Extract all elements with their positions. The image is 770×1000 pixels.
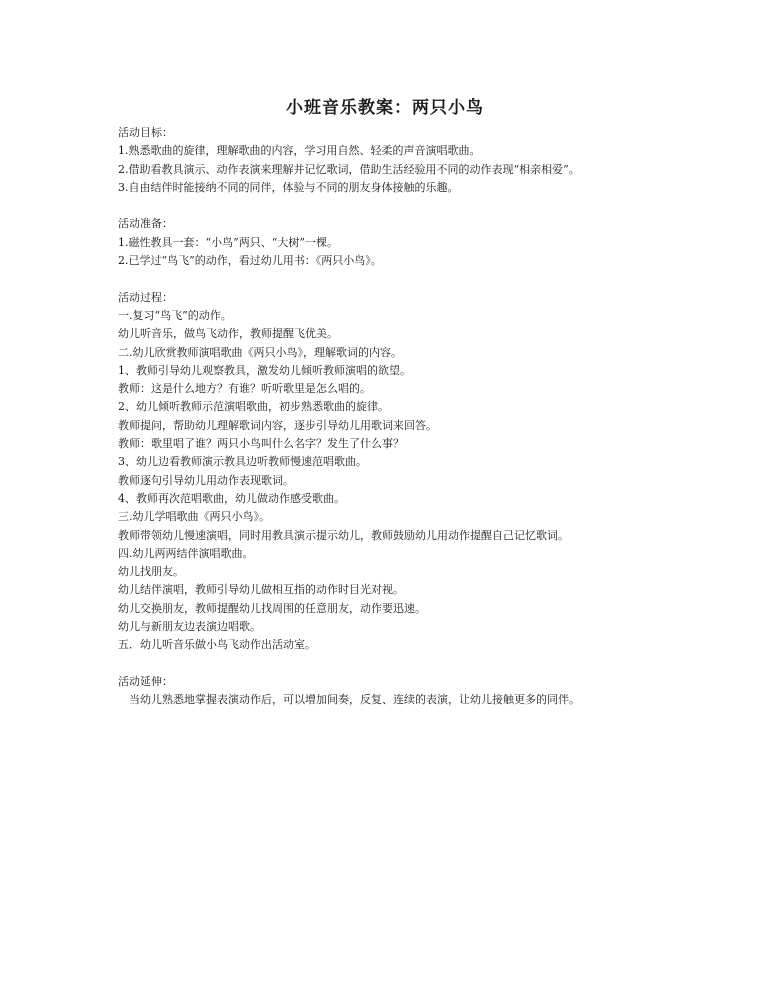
process-line: 教师带领幼儿慢速演唱，同时用教具演示提示幼儿，教师鼓励幼儿用动作提醒自己记忆歌词。: [118, 528, 569, 542]
process-line: 幼儿听音乐，做鸟飞动作，教师提醒飞优美。: [118, 327, 338, 341]
process-line: 二.幼儿欣赏教师演唱歌曲《两只小鸟》，理解歌词的内容。: [118, 345, 402, 359]
spacer: [118, 197, 678, 215]
prep-item: 2.已学过“鸟飞”的动作，看过幼儿用书：《两只小鸟》。: [118, 254, 382, 268]
process-line: 三.幼儿学唱歌曲《两只小鸟》。: [118, 510, 270, 524]
spacer: [118, 270, 678, 288]
spacer: [118, 655, 678, 673]
process-line: 1、教师引导幼儿观察教具，激发幼儿倾听教师演唱的欲望。: [118, 363, 411, 377]
process-line: 幼儿结伴演唱，教师引导幼儿做相互指的动作时目光对视。: [118, 583, 404, 597]
process-line: 教师：歌里唱了谁？两只小鸟叫什么名字？发生了什么事？: [118, 437, 404, 451]
process-heading: 活动过程：: [118, 290, 173, 304]
process-line: 幼儿与新朋友边表演边唱歌。: [118, 620, 261, 634]
process-line: 幼儿交换朋友，教师提醒幼儿找周围的任意朋友，动作要迅速。: [118, 601, 426, 615]
process-line: 2、幼儿倾听教师示范演唱歌曲，初步熟悉歌曲的旋律。: [118, 400, 389, 414]
process-line: 教师提问，帮助幼儿理解歌词内容，逐步引导幼儿用歌词来回答。: [118, 418, 437, 432]
prep-heading: 活动准备：: [118, 217, 173, 231]
prep-item: 1.磁性教具一套：“小鸟”两只、“大树”一棵。: [118, 235, 338, 249]
process-line: 一.复习“鸟飞”的动作。: [118, 308, 232, 322]
extension-paragraph: 当幼儿熟悉地掌握表演动作后，可以增加间奏，反复、连续的表演，让幼儿接触更多的同伴。: [129, 693, 580, 707]
process-line: 四.幼儿两两结伴演唱歌曲。: [118, 546, 254, 560]
document-body: [118, 124, 678, 710]
goal-item: 2.借助看教具演示、动作表演来理解并记忆歌词，借助生活经验用不同的动作表现“相亲相爱”。: [118, 162, 580, 176]
process-line: 4、教师再次范唱歌曲，幼儿做动作感受歌曲。: [118, 491, 345, 505]
process-line: 五．幼儿听音乐做小鸟飞动作出活动室。: [118, 638, 316, 652]
process-line: 教师：这是什么地方？有谁？听听歌里是怎么唱的。: [118, 382, 371, 396]
process-line: 幼儿找朋友。: [118, 565, 184, 579]
goals-heading: 活动目标：: [118, 126, 173, 139]
process-line: 3、幼儿边看教师演示教具边听教师慢速范唱歌曲。: [118, 455, 367, 469]
goal-item: 1.熟悉歌曲的旋律，理解歌曲的内容，学习用自然、轻柔的声音演唱歌曲。: [118, 144, 481, 158]
goal-item: 3.自由结伴时能接纳不同的同伴，体验与不同的朋友身体接触的乐趣。: [118, 180, 459, 194]
document-title: 小班音乐教案：两只小鸟: [286, 98, 484, 118]
extension-heading: 活动延伸：: [118, 674, 173, 688]
process-line: 教师逐句引导幼儿用动作表现歌词。: [118, 473, 294, 487]
